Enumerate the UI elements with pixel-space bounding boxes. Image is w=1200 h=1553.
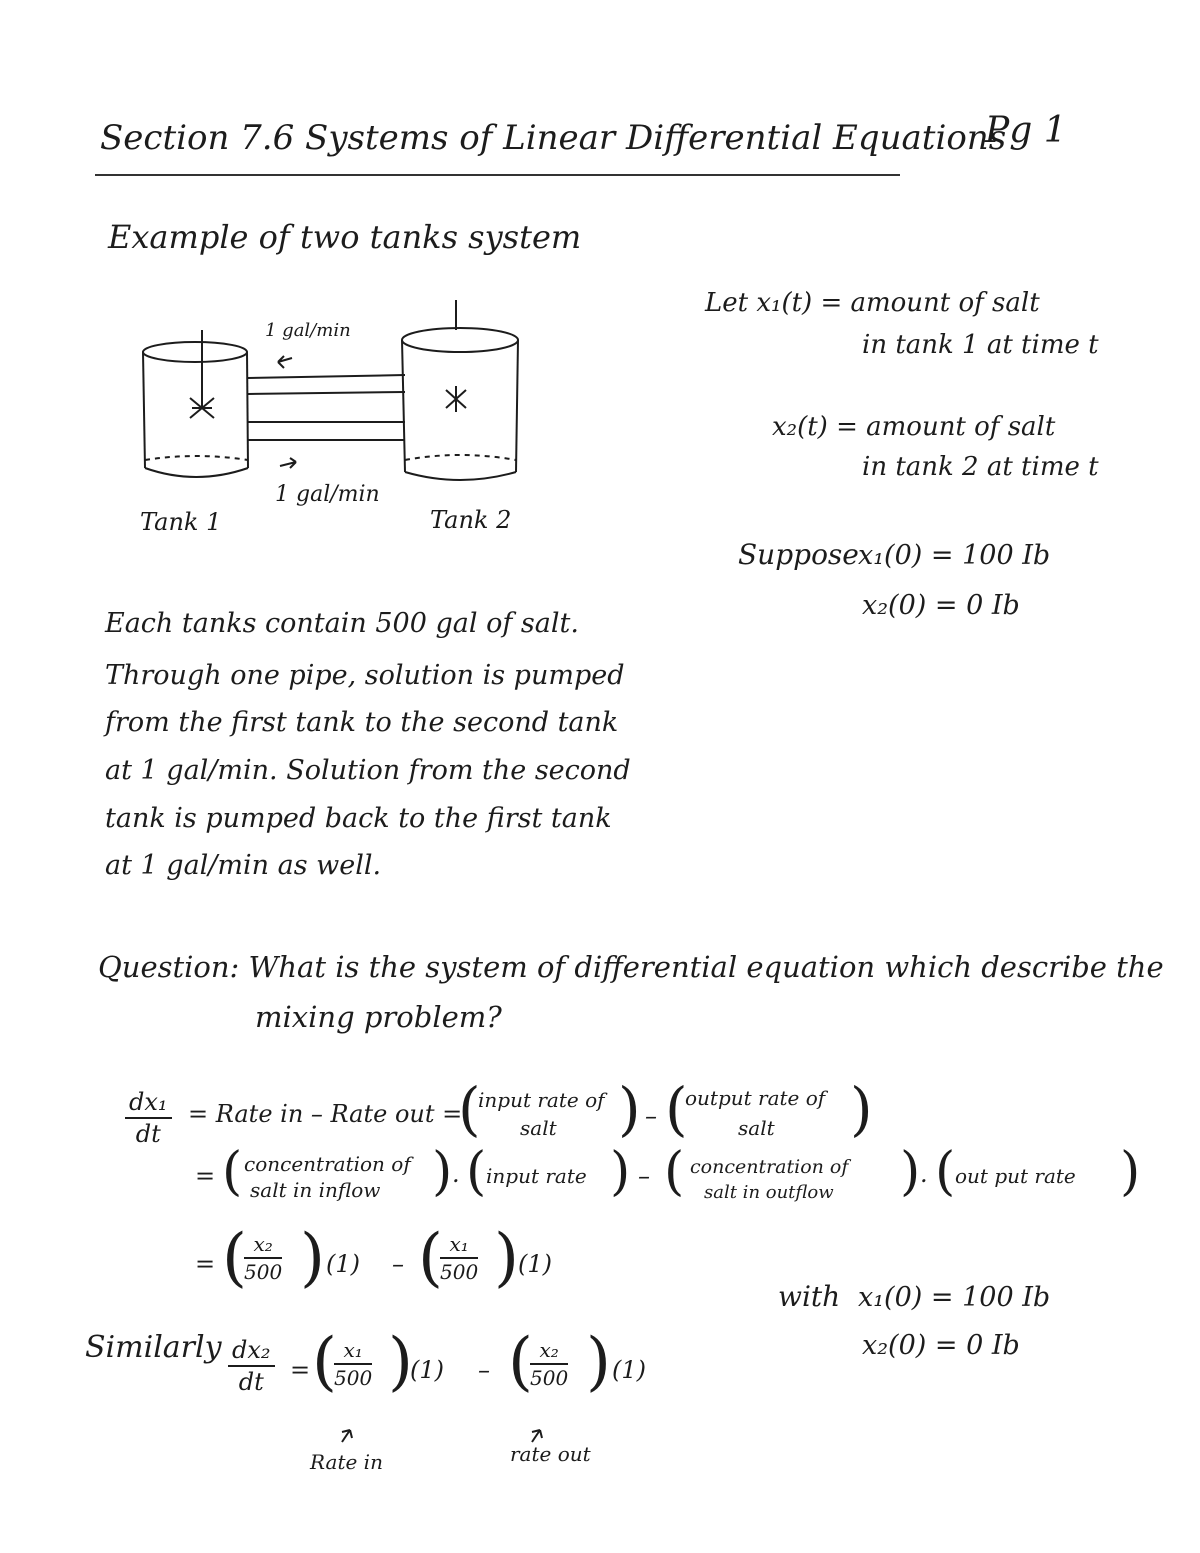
output-salt: salt (738, 1116, 775, 1140)
close-paren: ) (618, 1075, 641, 1143)
tank1-left-wall (143, 352, 145, 468)
page-title: Section 7.6 Systems of Linear Differential Equations (100, 118, 1007, 158)
top-flow-label: 1 gal/min (265, 320, 351, 341)
paragraph-line: from the first tank to the second tank (105, 707, 619, 738)
denominator-500: 500 (530, 1366, 569, 1390)
concentration-out-line1: concentration of (690, 1156, 849, 1178)
denominator-500: 500 (244, 1260, 283, 1284)
with-label: with (778, 1280, 841, 1313)
tank1-water (145, 456, 248, 460)
coefficient-one: (1) (518, 1250, 552, 1278)
close-paren: ) (586, 1325, 611, 1399)
tank2-left-wall (402, 340, 405, 472)
denominator-500: 500 (440, 1260, 479, 1284)
tank2-top (402, 328, 518, 352)
open-paren: ( (664, 1142, 685, 1202)
paragraph-line: Each tanks contain 500 gal of salt. (105, 608, 579, 639)
tank2-bottom (405, 472, 516, 480)
with-x2: x₂(0) = 0 Ib (862, 1330, 1020, 1361)
close-paren: ) (494, 1221, 519, 1295)
open-paren: ( (665, 1075, 688, 1143)
open-paren: ( (222, 1221, 247, 1295)
x1-numerator: x₁ (440, 1232, 478, 1259)
minus-sign: – (392, 1250, 404, 1278)
close-paren: ) (388, 1325, 413, 1399)
concentration-in-line2: salt in inflow (250, 1178, 381, 1202)
x2-over-500 (530, 1338, 568, 1390)
close-paren: ) (850, 1075, 873, 1143)
tank1-label: Tank 1 (140, 508, 222, 536)
tank2-right-wall (516, 340, 518, 472)
equals-sign: = (195, 1162, 216, 1190)
minus-sign: – (645, 1102, 657, 1130)
tank2-stirrer (446, 386, 466, 412)
dx2-denominator: dt (238, 1368, 264, 1396)
coefficient-one: (1) (410, 1356, 444, 1384)
minus-sign: – (638, 1162, 650, 1190)
dot: . (452, 1160, 460, 1188)
initial-x1: x₁(0) = 100 Ib (858, 540, 1051, 571)
dx1-numerator: dx₁ (125, 1088, 172, 1119)
pipe-top-2 (248, 392, 405, 394)
question-line1: Question: What is the system of differential equation which describe the (98, 950, 1164, 984)
rate-out-label: rate out (510, 1442, 591, 1466)
x1-numerator: x₁ (334, 1338, 372, 1365)
open-paren: ( (508, 1325, 533, 1399)
output-rate-of: output rate of (685, 1086, 826, 1110)
dx2-dt-fraction (228, 1336, 275, 1396)
x1-definition-line2: in tank 1 at time t (862, 330, 1099, 360)
minus-sign: – (478, 1356, 490, 1384)
concentration-out-line2: salt in outflow (704, 1182, 834, 1203)
close-paren: ) (610, 1142, 631, 1202)
question-line2: mixing problem? (255, 1000, 502, 1034)
close-paren: ) (432, 1142, 453, 1202)
bottom-flow-label: 1 gal/min (275, 482, 380, 507)
rate-in-label: Rate in (310, 1450, 383, 1474)
input-rate: input rate (486, 1164, 587, 1188)
input-rate-of: input rate of (478, 1088, 605, 1112)
x1-definition-line1: Let x₁(t) = amount of salt (705, 288, 1040, 318)
x2-over-500 (244, 1232, 282, 1284)
page-number: Pg 1 (985, 110, 1067, 151)
with-x1: x₁(0) = 100 Ib (858, 1282, 1051, 1313)
top-flow-arrow (278, 356, 292, 368)
x2-definition-line1: x₂(t) = amount of salt (772, 412, 1056, 442)
open-paren: ( (458, 1075, 481, 1143)
paragraph-line: at 1 gal/min. Solution from the second (105, 755, 631, 786)
close-paren: ) (1120, 1142, 1141, 1202)
dx2-numerator: dx₂ (228, 1336, 275, 1367)
coefficient-one: (1) (612, 1356, 646, 1384)
open-paren: ( (935, 1142, 956, 1202)
rate-in-minus-rate-out: = Rate in – Rate out = (188, 1100, 463, 1128)
rate-in-arrow (342, 1430, 352, 1442)
x2-definition-line2: in tank 2 at time t (862, 452, 1099, 482)
suppose-label: Suppose (738, 538, 859, 571)
bottom-flow-arrow (280, 458, 296, 468)
coefficient-one: (1) (326, 1250, 360, 1278)
input-salt: salt (520, 1116, 557, 1140)
tank1-bottom (145, 468, 248, 477)
tank1-right-wall (247, 352, 248, 468)
equals-sign: = (290, 1356, 311, 1384)
close-paren: ) (300, 1221, 325, 1295)
tank1-top (143, 342, 247, 362)
open-paren: ( (312, 1325, 337, 1399)
dx1-denominator: dt (135, 1120, 161, 1148)
title-underline (95, 174, 900, 176)
rate-out-arrow (532, 1430, 542, 1442)
denominator-500: 500 (334, 1366, 373, 1390)
output-rate: out put rate (955, 1164, 1076, 1188)
dot: . (920, 1160, 928, 1188)
example-heading: Example of two tanks system (108, 218, 582, 256)
paragraph-line: tank is pumped back to the first tank (105, 803, 612, 834)
x1-over-500 (334, 1338, 372, 1390)
open-paren: ( (418, 1221, 443, 1295)
open-paren: ( (222, 1142, 243, 1202)
tank2-label: Tank 2 (430, 506, 512, 534)
x1-over-500 (440, 1232, 478, 1284)
close-paren: ) (900, 1142, 921, 1202)
similarly-label: Similarly (85, 1330, 222, 1365)
pipe-top-1 (248, 375, 405, 378)
x2-numerator: x₂ (244, 1232, 282, 1259)
open-paren: ( (466, 1142, 487, 1202)
paragraph-line: Through one pipe, solution is pumped (105, 660, 625, 691)
concentration-in-line1: concentration of (244, 1152, 411, 1176)
x2-numerator: x₂ (530, 1338, 568, 1365)
equals-sign: = (195, 1250, 216, 1278)
dx1-dt-fraction (125, 1088, 172, 1148)
initial-x2: x₂(0) = 0 Ib (862, 590, 1020, 621)
tank2-water (405, 455, 516, 460)
paragraph-line: at 1 gal/min as well. (105, 850, 382, 881)
